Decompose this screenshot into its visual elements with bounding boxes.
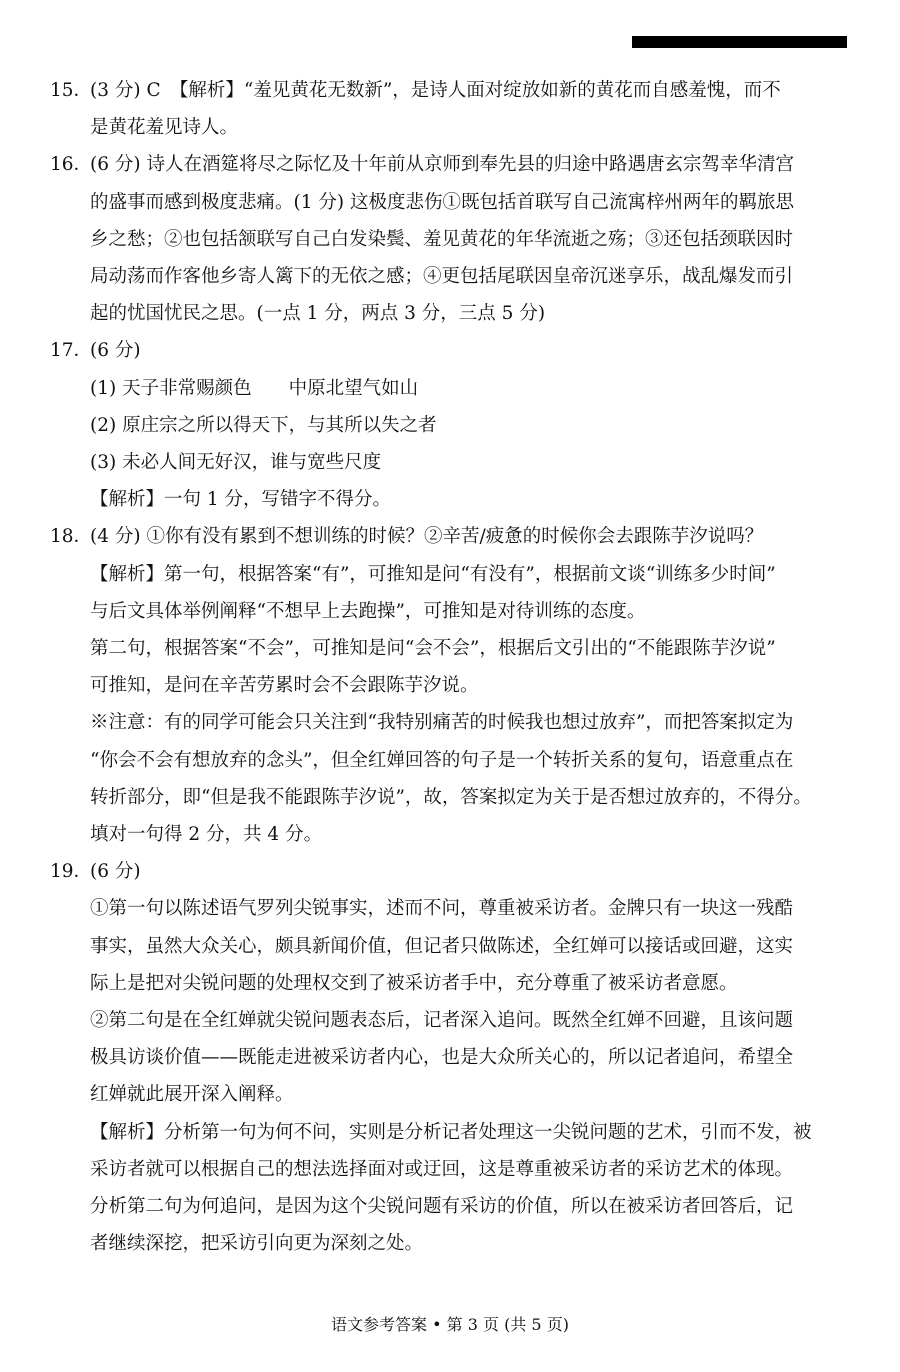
question-19 <box>50 853 850 1262</box>
answer-text: 事实，虽然大众关心，颇具新闻价值，但记者只做陈述，全红婵可以接话或回避，这实 <box>90 935 794 957</box>
analysis-text: 分析第二句为何追问，是因为这个尖锐问题有采访的价值，所以在被采访者回答后，记 <box>90 1196 794 1218</box>
answer-content <box>50 72 850 1263</box>
answer-text: 极具访谈价值——既能走进被采访者内心，也是大众所关心的，所以记者追问，希望全 <box>90 1047 794 1069</box>
answer-text: 际上是把对尖锐问题的处理权交到了被采访者手中，充分尊重了被采访者意愿。 <box>90 972 738 994</box>
analysis-text: 采访者就可以根据自己的想法选择面对或迂回，这是尊重被采访者的采访艺术的体现。 <box>90 1158 794 1180</box>
note-text: “你会不会有想放弃的念头”，但全红婵回答的句子是一个转折关系的复句，语意重点在 <box>90 749 794 771</box>
answer-text: ②第二句是在全红婵就尖锐问题表态后，记者深入追问。既然全红婵不回避，且该问题 <box>90 1010 794 1032</box>
answer-text: 是黄花羞见诗人。 <box>90 117 239 139</box>
score-text: (6 分) <box>90 340 141 362</box>
answer-text: ①第一句以陈述语气罗列尖锐事实，述而不问，尊重被采访者。金牌只有一块这一残酷 <box>90 898 794 920</box>
analysis-text: 【解析】分析第一句为何不问，实则是分析记者处理这一尖锐问题的艺术，引而不发，被 <box>90 1121 812 1143</box>
analysis-text: 【解析】第一句，根据答案“有”，可推知是问“有没有”，根据前文谈“训练多少时间” <box>90 563 776 585</box>
analysis-text: 第二句，根据答案“不会”，可推知是问“会不会”，根据后文引出的“不能跟陈芋汐说” <box>90 638 776 660</box>
answer-line: (2) 原庄宗之所以得天下，与其所以失之者 <box>90 414 437 436</box>
note-text: 转折部分，即“但是我不能跟陈芋汐说”，故，答案拟定为关于是否想过放弃的，不得分。 <box>90 786 812 808</box>
answer-text: (3 分) C 【解析】“羞见黄花无数新”，是诗人面对绽放如新的黄花而自感羞愧，而不 <box>90 80 781 101</box>
scoring-text: 填对一句得 2 分，共 4 分。 <box>90 824 323 846</box>
analysis-text: 者继续深挖，把采访引向更为深刻之处。 <box>90 1233 424 1255</box>
question-number: 16． <box>50 154 93 176</box>
score-text: (6 分) <box>90 861 141 883</box>
answer-line: (1) 天子非常赐颜色 中原北望气如山 <box>90 377 419 399</box>
header-bar <box>632 36 847 48</box>
answer-text: 的盛事而感到极度悲痛。(1 分) 这极度悲伤①既包括首联写自己流寓梓州两年的羁旅思 <box>90 191 794 213</box>
answer-line: (3) 未必人间无好汉，谁与宽些尺度 <box>90 452 382 474</box>
question-17 <box>50 332 850 518</box>
question-18 <box>50 518 850 853</box>
answer-text: (4 分) ①你有没有累到不想训练的时候？②辛苦/疲惫的时候你会去跟陈芋汐说吗？ <box>90 526 764 548</box>
page-footer: 语文参考答案 • 第 3 页 (共 5 页) <box>331 1315 569 1334</box>
question-number: 19． <box>50 861 93 883</box>
question-16 <box>50 146 850 332</box>
answer-text: (6 分) 诗人在酒筵将尽之际忆及十年前从京师到奉先县的归途中路遇唐玄宗驾幸华清宫 <box>90 154 794 176</box>
note-text: ※注意：有的同学可能会只关注到“我特别痛苦的时候我也想过放弃”，而把答案拟定为 <box>90 712 794 734</box>
answer-text: 局动荡而作客他乡寄人篱下的无依之感；④更包括尾联因皇帝沉迷享乐，战乱爆发而引 <box>90 266 794 288</box>
answer-text: 起的忧国忧民之思。(一点 1 分，两点 3 分，三点 5 分) <box>90 303 546 325</box>
question-number: 15． <box>50 80 93 101</box>
analysis-text: 与后文具体举例阐释“不想早上去跑操”，可推知是对待训练的态度。 <box>90 600 646 622</box>
analysis-text: 可推知，是问在辛苦劳累时会不会跟陈芋汐说。 <box>90 675 479 697</box>
question-number: 18． <box>50 526 93 548</box>
question-15 <box>50 72 850 146</box>
answer-text: 乡之愁；②也包括颔联写自己白发染鬓、羞见黄花的年华流逝之殇；③还包括颈联因时 <box>90 228 794 250</box>
analysis-text: 【解析】一句 1 分，写错字不得分。 <box>90 489 392 511</box>
answer-text: 红婵就此展开深入阐释。 <box>90 1084 294 1106</box>
question-number: 17． <box>50 340 93 362</box>
